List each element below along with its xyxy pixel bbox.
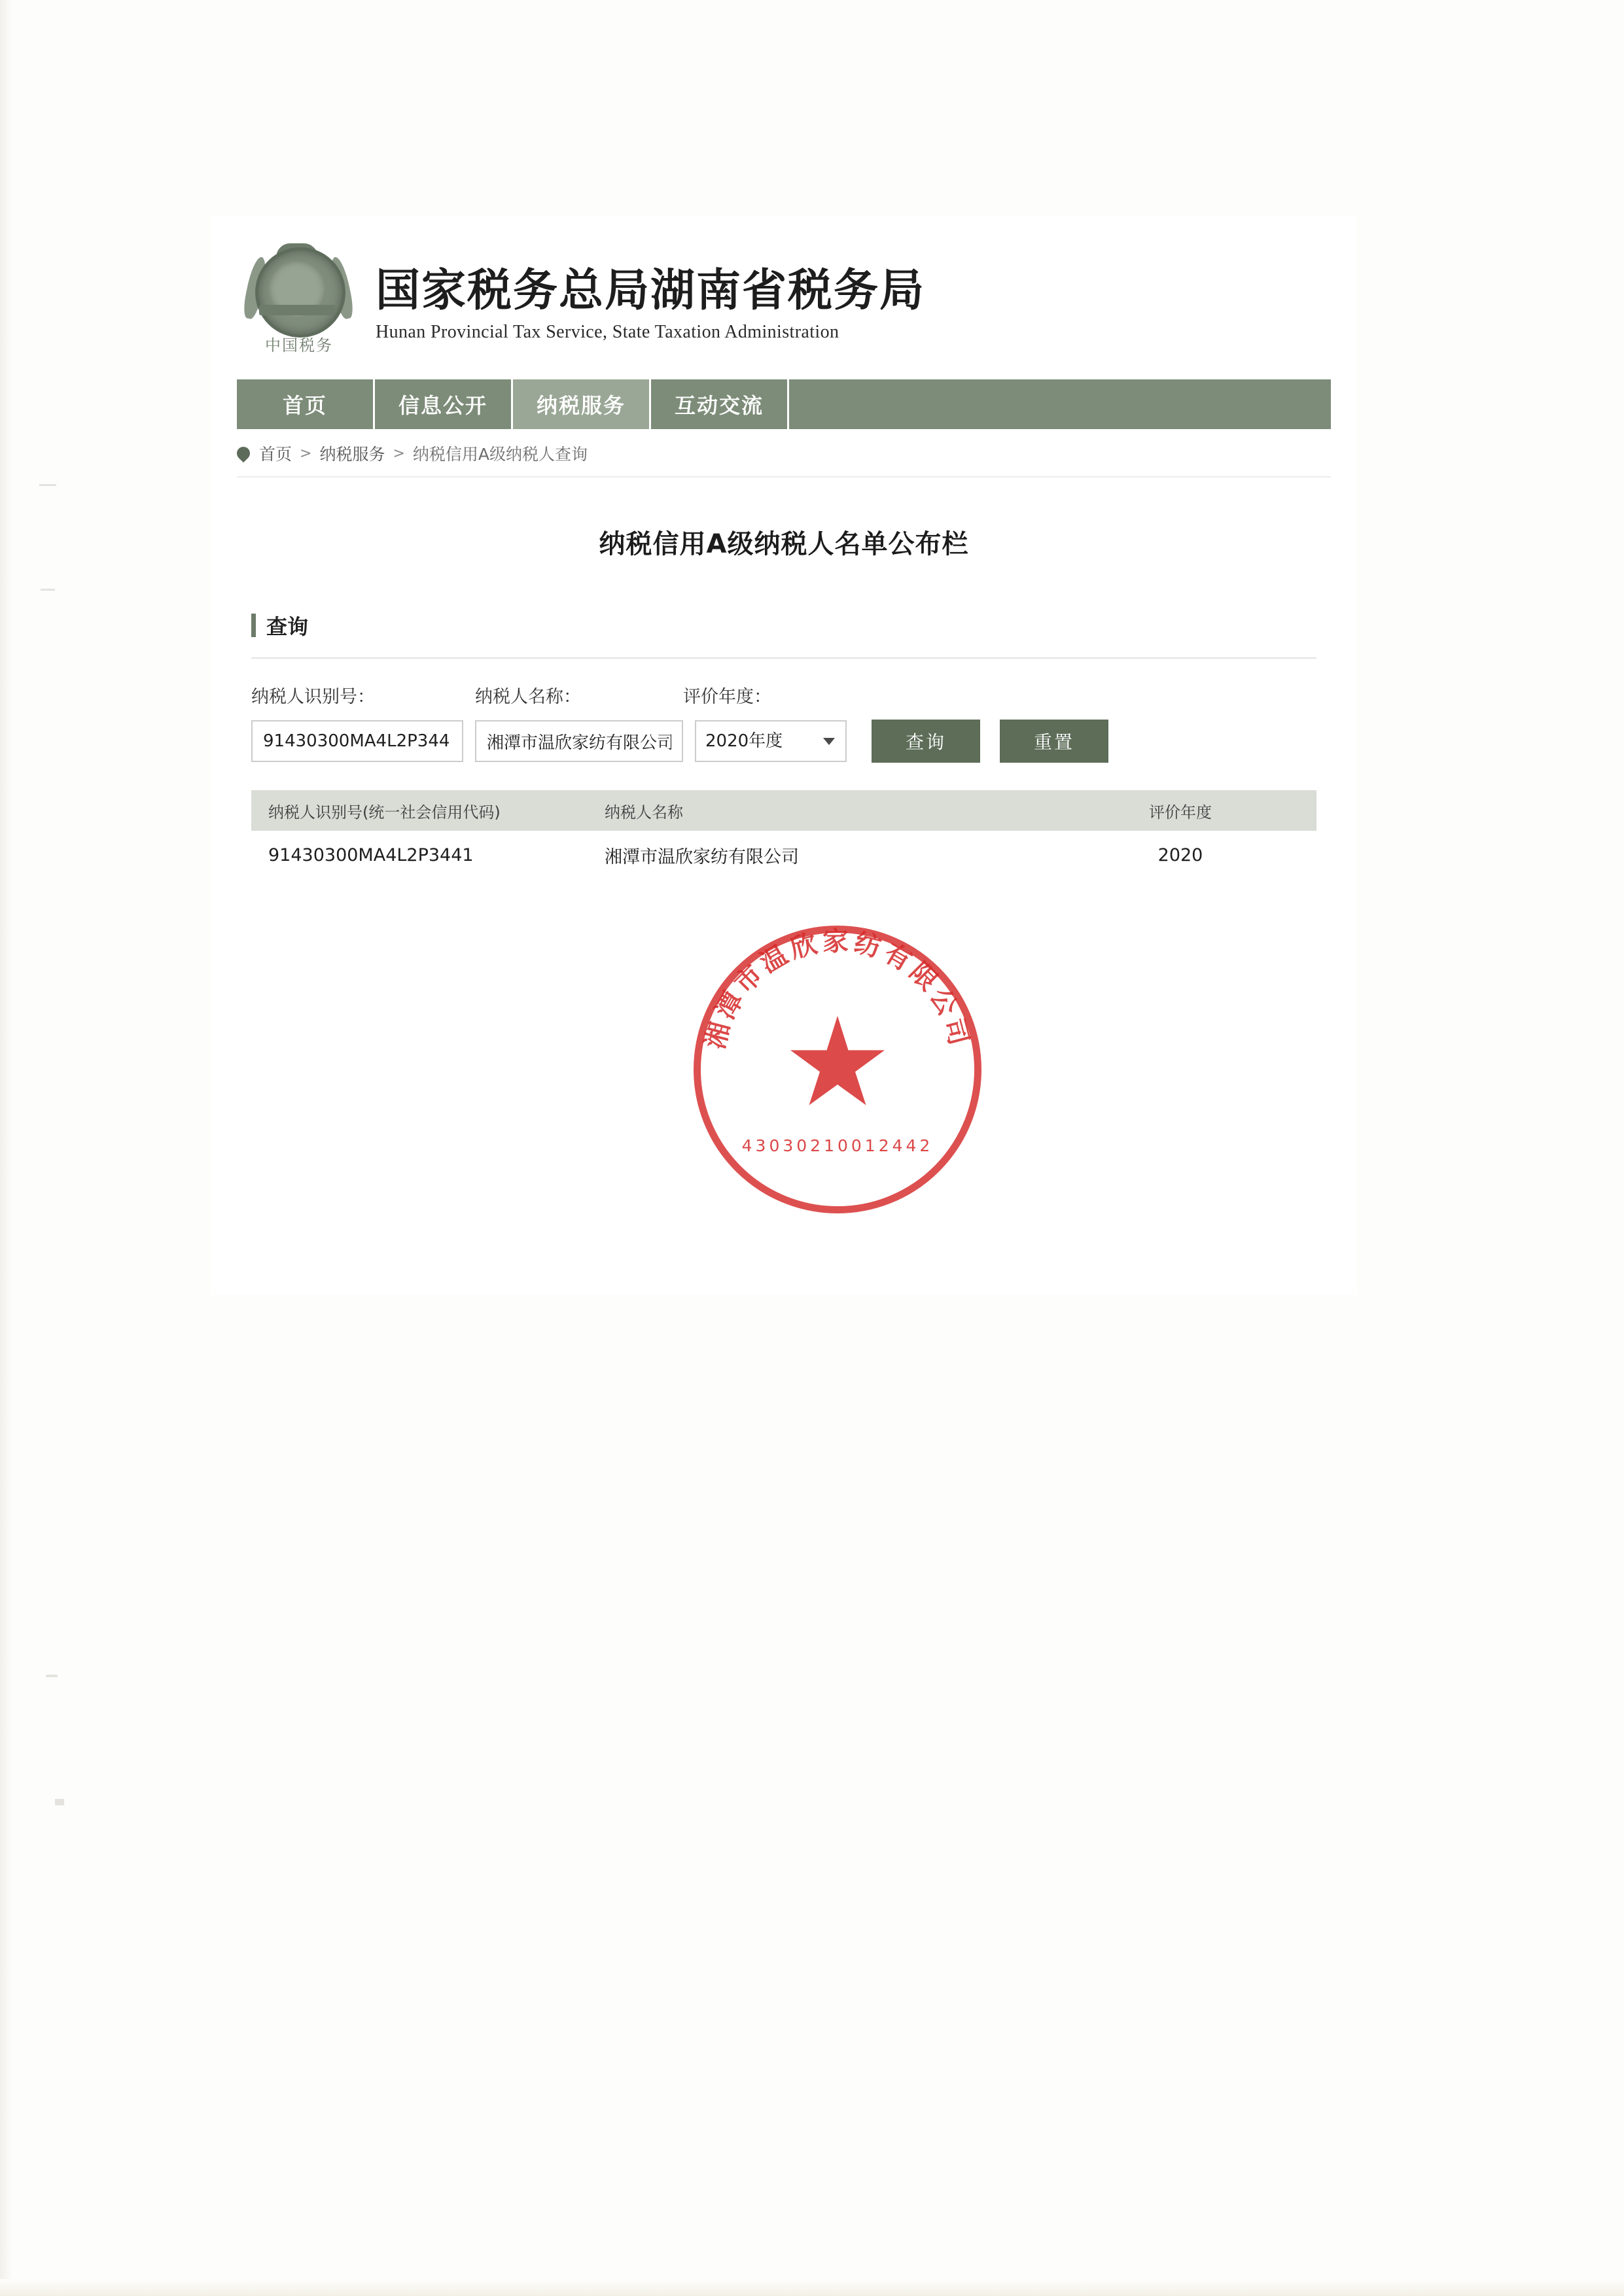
scan-speck (39, 484, 56, 486)
nav-spacer (789, 379, 1331, 429)
site-title-block (376, 266, 925, 343)
column-header-taxpayer-name: 纳税人名称 (605, 803, 683, 822)
content-card (237, 476, 1331, 1256)
taxpayer-id-input[interactable] (251, 720, 463, 762)
scan-edge-bottom (0, 2279, 1624, 2296)
breadcrumb-separator: > (393, 445, 405, 462)
column-header-taxpayer-id: 纳税人识别号(统一社会信用代码) (268, 803, 501, 822)
site-title-en: Hunan Provincial Tax Service, State Taxation Administration (376, 322, 839, 343)
breadcrumb (237, 442, 588, 465)
nav-item-interaction[interactable]: 互动交流 (651, 379, 789, 429)
tax-emblem-icon (237, 242, 361, 366)
eval-year-select[interactable] (695, 720, 847, 762)
webpage-capture (211, 216, 1357, 1295)
table-row[interactable] (251, 831, 1316, 879)
label-eval-year: 评价年度： (683, 687, 771, 707)
breadcrumb-item-tax-service[interactable]: 纳税服务 (319, 445, 385, 464)
form-label-row (237, 682, 1331, 708)
seal-code: 43030210012442 (741, 1136, 934, 1155)
scan-speck (41, 589, 55, 591)
emblem-label: 中国税务 (265, 336, 333, 355)
cell-eval-year: 2020 (1157, 844, 1203, 865)
scan-speck (55, 1799, 64, 1805)
page-title: 纳税信用A级纳税人名单公布栏 (599, 529, 969, 559)
nav-item-information-disclosure[interactable]: 信息公开 (375, 379, 513, 429)
cell-taxpayer-name: 湘潭市温欣家纺有限公司 (605, 846, 799, 867)
search-button[interactable]: 查询 (872, 720, 980, 763)
eval-year-select-wrap (695, 720, 847, 762)
reset-button[interactable]: 重置 (1000, 720, 1108, 763)
section-accent-bar (251, 614, 256, 637)
site-title-cn: 国家税务总局湖南省税务局 (376, 264, 926, 317)
label-taxpayer-id: 纳税人识别号： (251, 687, 375, 707)
results-table (251, 790, 1316, 879)
form-field-row (237, 720, 1331, 763)
table-header-row (251, 790, 1316, 831)
scan-edge-left (0, 0, 13, 2296)
nav-item-tax-service[interactable]: 纳税服务 (513, 379, 651, 429)
breadcrumb-item-current: 纳税信用A级纳税人查询 (412, 445, 588, 464)
query-section-header (251, 610, 1331, 640)
scan-speck (46, 1675, 58, 1677)
taxpayer-name-input[interactable] (475, 720, 683, 762)
section-title: 查询 (266, 614, 309, 639)
site-header (237, 242, 925, 366)
section-divider (251, 657, 1316, 659)
seal-company-name: 湘潭市温欣家纺有限公司 (700, 926, 975, 1052)
cell-taxpayer-id: 91430300MA4L2P3441 (268, 844, 474, 865)
nav-item-home[interactable]: 首页 (237, 379, 375, 429)
column-header-eval-year: 评价年度 (1149, 803, 1212, 822)
label-taxpayer-name: 纳税人名称： (475, 687, 581, 707)
breadcrumb-separator: > (300, 445, 312, 462)
breadcrumb-item-home[interactable]: 首页 (259, 445, 292, 464)
main-navigation (237, 379, 1331, 429)
location-pin-icon (234, 444, 253, 462)
